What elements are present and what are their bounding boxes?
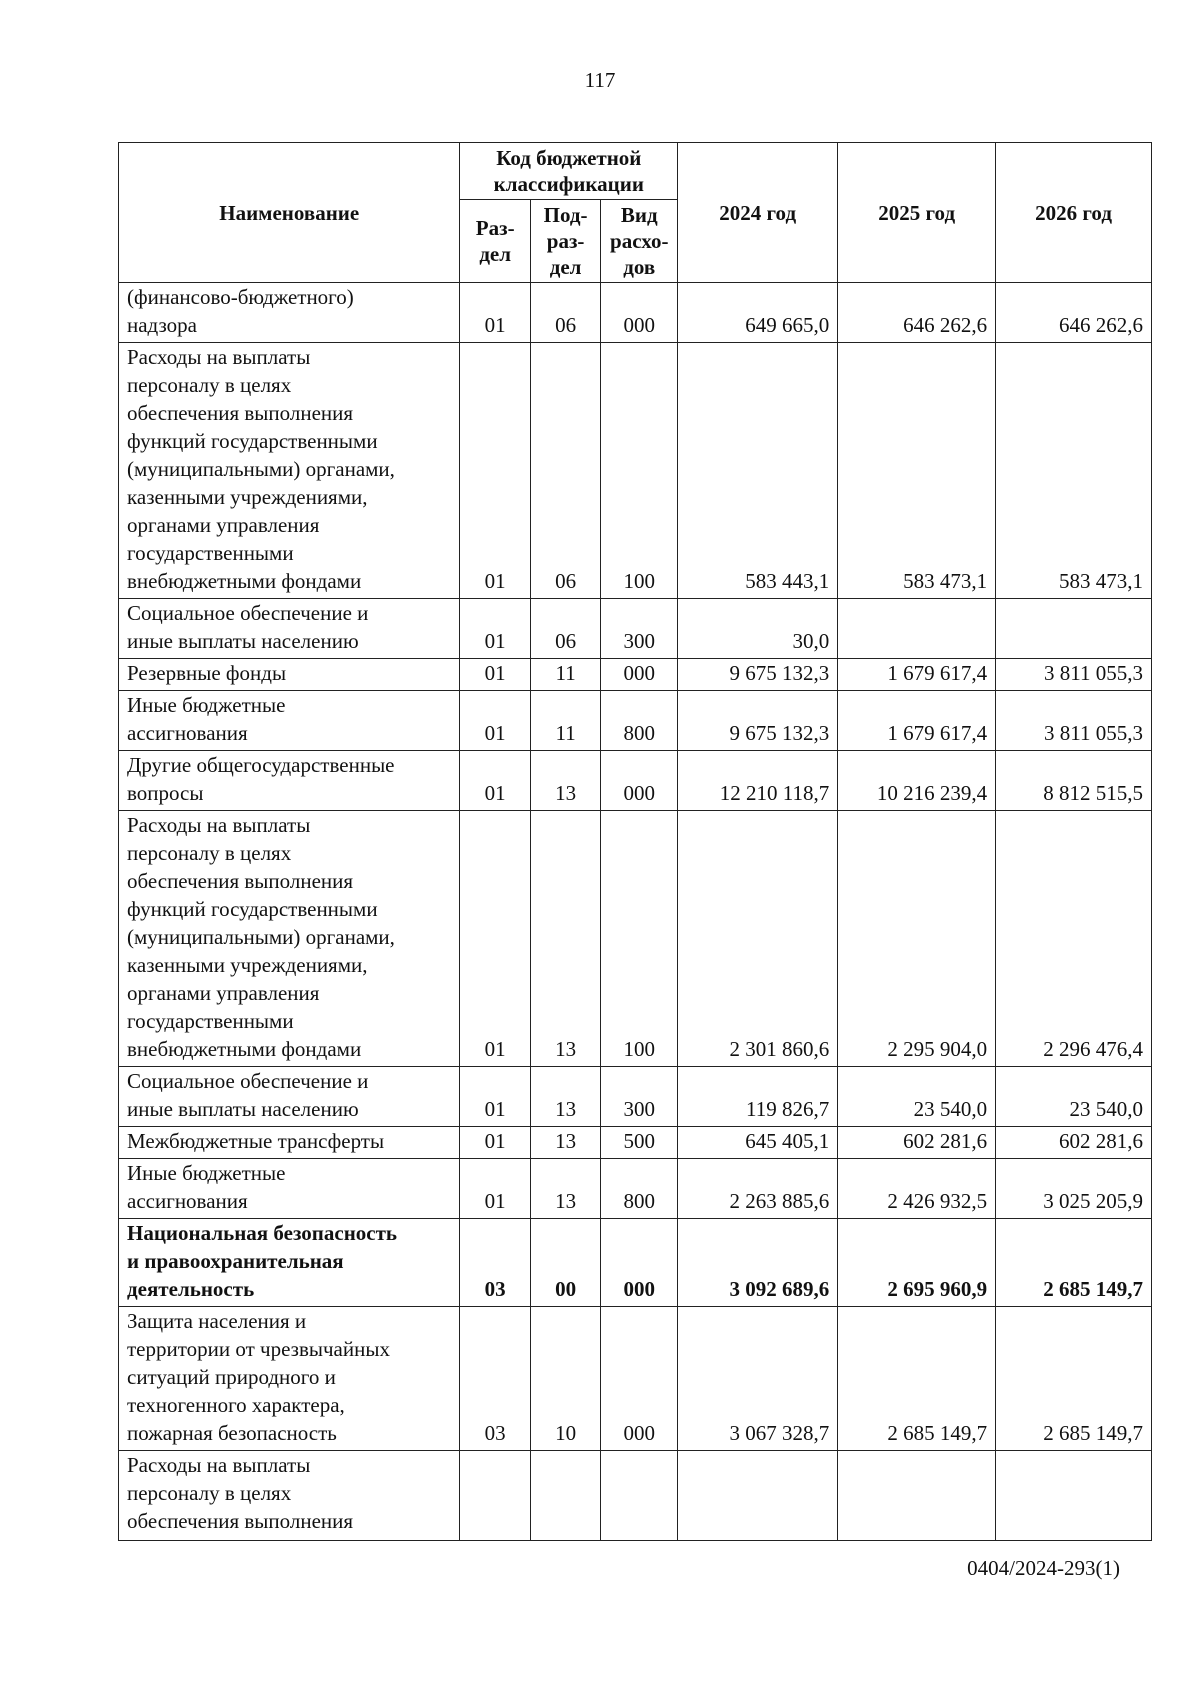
cell-section: 01 xyxy=(460,751,530,811)
page-number: 117 xyxy=(584,68,616,92)
header-expense-type: Вид расхо- дов xyxy=(601,200,678,283)
header-code-group: Код бюджетной классификации xyxy=(460,143,678,200)
cell-2024 xyxy=(678,1451,838,1541)
cell-2024: 12 210 118,7 xyxy=(678,751,838,811)
header-section: Раз- дел xyxy=(460,200,530,283)
cell-expense-type: 100 xyxy=(601,811,678,1067)
cell-expense-type: 000 xyxy=(601,659,678,691)
cell-subsection: 11 xyxy=(530,659,600,691)
cell-subsection xyxy=(530,1451,600,1541)
cell-subsection: 13 xyxy=(530,751,600,811)
cell-section xyxy=(460,1451,530,1541)
cell-section: 03 xyxy=(460,1307,530,1451)
cell-2024: 583 443,1 xyxy=(678,343,838,599)
document-code: 0404/2024-293(1) xyxy=(967,1556,1120,1580)
cell-name: Расходы на выплаты персоналу в целях обеспечения выполнения xyxy=(119,1451,460,1541)
cell-2025: 2 295 904,0 xyxy=(838,811,996,1067)
header-year-2026: 2026 год xyxy=(996,143,1152,283)
table-body xyxy=(119,283,1152,1541)
cell-2026: 3 811 055,3 xyxy=(996,691,1152,751)
table-row xyxy=(119,1219,1152,1307)
table-row xyxy=(119,811,1152,1067)
cell-name: Межбюджетные трансферты xyxy=(119,1127,460,1159)
cell-2025 xyxy=(838,599,996,659)
cell-2026: 646 262,6 xyxy=(996,283,1152,343)
cell-name: Иные бюджетные ассигнования xyxy=(119,691,460,751)
table-row xyxy=(119,1451,1152,1541)
cell-2025 xyxy=(838,1451,996,1541)
cell-expense-type: 000 xyxy=(601,1219,678,1307)
cell-name: Резервные фонды xyxy=(119,659,460,691)
cell-2024: 3 067 328,7 xyxy=(678,1307,838,1451)
cell-2025: 583 473,1 xyxy=(838,343,996,599)
table-row xyxy=(119,1159,1152,1219)
cell-subsection: 06 xyxy=(530,283,600,343)
table-row xyxy=(119,283,1152,343)
cell-expense-type: 300 xyxy=(601,1067,678,1127)
cell-expense-type: 000 xyxy=(601,751,678,811)
cell-expense-type: 800 xyxy=(601,691,678,751)
cell-2026: 583 473,1 xyxy=(996,343,1152,599)
cell-2025: 2 695 960,9 xyxy=(838,1219,996,1307)
cell-2024: 2 301 860,6 xyxy=(678,811,838,1067)
cell-section: 01 xyxy=(460,811,530,1067)
cell-subsection: 10 xyxy=(530,1307,600,1451)
cell-2024: 2 263 885,6 xyxy=(678,1159,838,1219)
cell-name: Защита населения и территории от чрезвычайных ситуаций природного и техногенного характера, пожарная безопасность xyxy=(119,1307,460,1451)
cell-section: 01 xyxy=(460,1159,530,1219)
cell-name: Национальная безопасность и правоохранительная деятельность xyxy=(119,1219,460,1307)
header-row-1 xyxy=(119,143,1152,200)
cell-2026 xyxy=(996,1451,1152,1541)
cell-2026: 23 540,0 xyxy=(996,1067,1152,1127)
table-row xyxy=(119,659,1152,691)
cell-2024: 30,0 xyxy=(678,599,838,659)
cell-2025: 1 679 617,4 xyxy=(838,659,996,691)
cell-2026: 2 685 149,7 xyxy=(996,1307,1152,1451)
cell-section: 01 xyxy=(460,283,530,343)
cell-name: Иные бюджетные ассигнования xyxy=(119,1159,460,1219)
table-row xyxy=(119,691,1152,751)
cell-2025: 10 216 239,4 xyxy=(838,751,996,811)
cell-2024: 3 092 689,6 xyxy=(678,1219,838,1307)
cell-section: 01 xyxy=(460,599,530,659)
cell-section: 01 xyxy=(460,1127,530,1159)
cell-2024: 649 665,0 xyxy=(678,283,838,343)
header-year-2025: 2025 год xyxy=(838,143,996,283)
header-name: Наименование xyxy=(119,143,460,283)
cell-2026: 2 296 476,4 xyxy=(996,811,1152,1067)
cell-2025: 602 281,6 xyxy=(838,1127,996,1159)
cell-2025: 2 426 932,5 xyxy=(838,1159,996,1219)
cell-subsection: 13 xyxy=(530,811,600,1067)
table-row xyxy=(119,751,1152,811)
cell-name: Социальное обеспечение и иные выплаты населению xyxy=(119,599,460,659)
cell-subsection: 13 xyxy=(530,1127,600,1159)
cell-2025: 1 679 617,4 xyxy=(838,691,996,751)
cell-section: 01 xyxy=(460,1067,530,1127)
cell-subsection: 11 xyxy=(530,691,600,751)
cell-name: (финансово-бюджетного) надзора xyxy=(119,283,460,343)
cell-section: 01 xyxy=(460,343,530,599)
table-row xyxy=(119,343,1152,599)
cell-2025: 2 685 149,7 xyxy=(838,1307,996,1451)
cell-2024: 119 826,7 xyxy=(678,1067,838,1127)
cell-expense-type: 500 xyxy=(601,1127,678,1159)
cell-expense-type: 300 xyxy=(601,599,678,659)
cell-expense-type: 800 xyxy=(601,1159,678,1219)
cell-expense-type: 100 xyxy=(601,343,678,599)
cell-name: Расходы на выплаты персоналу в целях обеспечения выполнения функций государственными (муниципальными) органами, казенными учреждениями, органами управления государственными внебюджетными фондами xyxy=(119,343,460,599)
budget-table xyxy=(118,142,1152,1541)
cell-2026: 3 811 055,3 xyxy=(996,659,1152,691)
cell-expense-type xyxy=(601,1451,678,1541)
cell-subsection: 13 xyxy=(530,1067,600,1127)
table-row xyxy=(119,1127,1152,1159)
cell-2024: 645 405,1 xyxy=(678,1127,838,1159)
table-row xyxy=(119,1067,1152,1127)
cell-section: 01 xyxy=(460,691,530,751)
header-year-2024: 2024 год xyxy=(678,143,838,283)
cell-2026: 2 685 149,7 xyxy=(996,1219,1152,1307)
cell-subsection: 00 xyxy=(530,1219,600,1307)
cell-subsection: 06 xyxy=(530,599,600,659)
cell-expense-type: 000 xyxy=(601,283,678,343)
cell-2025: 646 262,6 xyxy=(838,283,996,343)
cell-expense-type: 000 xyxy=(601,1307,678,1451)
cell-2025: 23 540,0 xyxy=(838,1067,996,1127)
cell-section: 01 xyxy=(460,659,530,691)
cell-2026 xyxy=(996,599,1152,659)
header-subsection: Под- раз- дел xyxy=(530,200,600,283)
cell-2026: 3 025 205,9 xyxy=(996,1159,1152,1219)
cell-2026: 8 812 515,5 xyxy=(996,751,1152,811)
cell-name: Социальное обеспечение и иные выплаты населению xyxy=(119,1067,460,1127)
cell-2024: 9 675 132,3 xyxy=(678,659,838,691)
cell-name: Другие общегосударственные вопросы xyxy=(119,751,460,811)
table-row xyxy=(119,1307,1152,1451)
cell-name: Расходы на выплаты персоналу в целях обеспечения выполнения функций государственными (муниципальными) органами, казенными учреждениями, органами управления государственными внебюджетными фондами xyxy=(119,811,460,1067)
table-row xyxy=(119,599,1152,659)
cell-section: 03 xyxy=(460,1219,530,1307)
cell-subsection: 06 xyxy=(530,343,600,599)
cell-2024: 9 675 132,3 xyxy=(678,691,838,751)
cell-subsection: 13 xyxy=(530,1159,600,1219)
cell-2026: 602 281,6 xyxy=(996,1127,1152,1159)
